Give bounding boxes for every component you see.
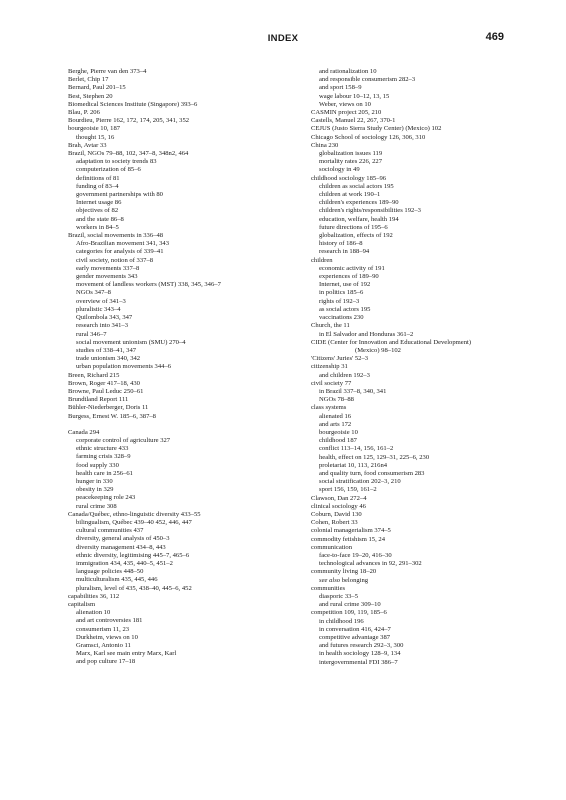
running-head-title: INDEX xyxy=(267,33,299,44)
index-subentry: and arts 172 xyxy=(319,420,352,428)
index-subentry: adaptation to society trends 83 xyxy=(76,158,157,166)
index-subentry: sport 156, 159, 161–2 xyxy=(319,486,377,494)
index-subentry: gender movements 343 xyxy=(76,273,138,281)
index-subentry: health care in 256–61 xyxy=(76,469,133,477)
index-subentry: peacekeeping role 243 xyxy=(76,494,136,502)
index-subentry: mortality rates 226, 227 xyxy=(319,158,382,166)
index-subentry: as social actors 195 xyxy=(319,305,371,313)
index-heading: competition 109, 119, 185–6 xyxy=(311,609,387,617)
index-subentry: movement of landless workers (MST) 338, 345, 346–7 xyxy=(76,281,221,289)
index-subentry: cultural communities 437 xyxy=(76,527,144,535)
index-subentry: diversity management 434–8, 443 xyxy=(76,543,166,551)
index-subentry: NGOs 78–88 xyxy=(319,396,354,404)
index-subentry: consumerism 11, 23 xyxy=(76,625,130,633)
index-heading: China 230 xyxy=(311,141,339,149)
index-subentry: alienation 10 xyxy=(76,609,111,617)
index-heading: Castells, Manuel 22, 267, 370-1 xyxy=(311,117,396,125)
index-heading: capabilities 36, 112 xyxy=(68,592,120,600)
index-subentry: pluralistic 343–4 xyxy=(76,305,121,313)
index-heading: CIDE (Center for Innovation and Educational Development) xyxy=(311,338,472,346)
index-subentry: and rural crime 309–10 xyxy=(319,601,381,609)
index-subentry: future directions of 195–6 xyxy=(319,223,388,231)
index-subentry: technological advances in 92, 291–302 xyxy=(319,560,422,568)
index-subentry: Durkheim, views on 10 xyxy=(76,633,138,641)
index-subentry: obesity in 329 xyxy=(76,486,114,494)
index-subentry: Weber, views on 10 xyxy=(319,100,371,108)
index-heading: Bourdieu, Pierre 162, 172, 174, 205, 341, 352 xyxy=(68,117,190,125)
index-subentry: and pop culture 17–18 xyxy=(76,658,136,666)
index-subentry: in health sociology 128–9, 134 xyxy=(319,650,401,658)
index-subentry: in politics 185–6 xyxy=(319,289,364,297)
index-heading: Cohen, Robert 33 xyxy=(311,519,358,527)
index-subentry: trade unionism 340, 342 xyxy=(76,355,141,363)
index-heading: Brazil, social movements in 336–48 xyxy=(68,232,164,240)
index-heading: bourgeoisie 10, 187 xyxy=(68,125,121,133)
index-subentry: history of 186–8 xyxy=(319,240,363,248)
index-subentry: immigration 434, 435, 440–5, 451–2 xyxy=(76,559,173,567)
index-heading: Berghe, Pierre van den 373–4 xyxy=(68,68,147,75)
index-subentry: objectives of 82 xyxy=(76,207,119,215)
index-heading: Brundtland Report 111 xyxy=(68,396,129,404)
index-subentry: vaccinations 230 xyxy=(319,314,364,322)
index-subentry: rural 346–7 xyxy=(76,330,107,338)
index-subentry: categories for analysis of 339–41 xyxy=(76,248,164,256)
index-subentry: children's rights/responsibilities 192–3 xyxy=(319,207,421,215)
index-subentry: ethnic structure 433 xyxy=(76,445,129,453)
index-heading: Clawson, Dan 272–4 xyxy=(311,494,367,502)
index-subentry: multiculturalism 435, 445, 446 xyxy=(76,576,158,584)
index-heading: colonial managerialism 374–5 xyxy=(311,527,391,535)
index-subentry: sociology in 49 xyxy=(319,166,360,174)
index-subentry: children at work 190–1 xyxy=(319,191,381,199)
index-heading: Brown, Roger 417–18, 430 xyxy=(68,379,140,387)
index-subentry: early movements 337–8 xyxy=(76,264,140,272)
index-subentry: and sport 158–9 xyxy=(319,84,362,92)
index-heading: Church, the 11 xyxy=(311,322,350,330)
index-column-right xyxy=(311,68,533,667)
index-subentry: rights of 192–3 xyxy=(319,297,360,305)
index-subentry: ethnic diversity, legitimising 445–7, 465–6 xyxy=(76,551,190,559)
index-subentry: rural crime 308 xyxy=(76,502,117,510)
index-heading: Berlet, Chip 17 xyxy=(68,76,109,84)
page-header xyxy=(0,30,566,46)
index-subentry: economic activity of 191 xyxy=(319,264,385,272)
index-subentry: NGOs 347–8 xyxy=(76,289,111,297)
index-subentry: definitions of 81 xyxy=(76,174,120,182)
index-subentry: and quality turn, food consumerism 283 xyxy=(319,469,425,477)
index-heading: Bernard, Paul 201–15 xyxy=(68,84,126,92)
index-subentry: conflict 113–14, 156, 161–2 xyxy=(319,445,394,453)
index-heading: Coburn, David 130 xyxy=(311,510,362,518)
index-heading: citizenship 31 xyxy=(311,363,348,371)
index-subentry: Afro-Brazilian movement 341, 343 xyxy=(76,240,170,248)
index-heading: capitalism xyxy=(68,601,96,608)
index-heading: Brazil, NGOs 79–88, 102, 347–8, 348n2, 464 xyxy=(68,150,189,158)
index-subentry: (Mexico) 98–102 xyxy=(355,346,401,354)
index-subentry: and children 192–3 xyxy=(319,371,370,379)
index-subentry: in conversation 416, 424–7 xyxy=(319,625,391,633)
index-subentry: Internet usage 86 xyxy=(76,199,122,207)
index-subentry: and art controversies 181 xyxy=(76,617,143,625)
index-heading: community living 18–20 xyxy=(311,568,377,576)
index-heading: Brah, Avtar 33 xyxy=(68,141,107,149)
index-subentry: education, welfare, health 194 xyxy=(319,215,399,223)
index-heading: CEJUS (Justo Sierra Study Center) (Mexico) 102 xyxy=(311,125,442,133)
index-subentry: Marx, Karl see main entry Marx, Karl xyxy=(76,650,177,658)
index-heading: Burgess, Ernest W. 185–6, 387–8 xyxy=(68,412,156,420)
index-heading: Breen, Richard 215 xyxy=(68,371,120,379)
index-subentry: language policies 448–50 xyxy=(76,568,144,576)
index-heading: communities xyxy=(311,584,346,592)
index-subentry: computerization of 85–6 xyxy=(76,166,141,174)
index-subentry: and the state 86–8 xyxy=(76,215,124,223)
index-subentry: health, effect on 125, 129–31, 225–6, 230 xyxy=(319,453,430,461)
index-subentry: diversity, general analysis of 450–3 xyxy=(76,535,170,543)
index-subentry: children's experiences 189–90 xyxy=(319,199,399,207)
index-subentry: globalization, effects of 192 xyxy=(319,232,393,240)
index-subentry: diasporic 33–5 xyxy=(319,593,359,600)
index-subentry: Gramsci, Antonio 11 xyxy=(76,642,131,650)
index-subentry: competitive advantage 387 xyxy=(319,634,391,642)
index-subentry: overview of 341–3 xyxy=(76,297,126,305)
index-heading: Chicago School of sociology 126, 306, 310 xyxy=(311,133,426,141)
index-heading: communication xyxy=(311,543,353,551)
index-subentry: corporate control of agriculture 327 xyxy=(76,436,171,444)
index-column-left xyxy=(68,68,290,667)
index-subentry: government partnerships with 80 xyxy=(76,191,163,199)
index-heading: children xyxy=(311,256,333,264)
index-heading: Browne, Paul Leduc 250–61 xyxy=(68,387,144,395)
index-subentry: experiences of 189–90 xyxy=(319,273,379,281)
index-heading: civil society 77 xyxy=(311,379,352,387)
index-heading: Bühler-Niederberger, Doris 11 xyxy=(68,404,149,412)
index-subentry: in Brazil 337–8, 340, 341 xyxy=(319,387,387,395)
index-heading: Canada 294 xyxy=(68,428,100,436)
index-heading: commodity fetishism 15, 24 xyxy=(311,535,385,543)
index-subentry: funding of 83–4 xyxy=(76,182,119,190)
index-subentry: and responsible consumerism 282–3 xyxy=(319,76,416,84)
index-subentry: children as social actors 195 xyxy=(319,182,394,190)
index-heading: Blau, P. 206 xyxy=(68,109,100,117)
index-subentry: Quilombola 343, 347 xyxy=(76,314,133,322)
index-subentry: bourgeoisie 10 xyxy=(319,428,358,436)
letter-group-gap xyxy=(68,421,290,429)
index-subentry: alienated 16 xyxy=(319,412,352,420)
index-subentry: childhood 187 xyxy=(319,437,357,445)
index-subentry: intergovernmental FDI 386–7 xyxy=(319,658,398,666)
index-subentry: wage labour 10–12, 13, 15 xyxy=(319,92,390,100)
index-subentry: thought 15, 16 xyxy=(76,133,115,141)
index-subentry: bilingualism, Québec 439–40 452, 446, 447 xyxy=(76,518,192,526)
index-subentry: workers in 84–5 xyxy=(76,223,119,231)
index-subentry: in childhood 196 xyxy=(319,617,364,625)
index-subentry: farming crisis 328–9 xyxy=(76,453,131,461)
index-subentry: proletariat 10, 113, 216n4 xyxy=(319,461,388,469)
index-subentry: food supply 330 xyxy=(76,461,119,469)
index-subentry: Internet, use of 192 xyxy=(319,281,371,289)
index-subentry: studies of 338–41, 347 xyxy=(76,346,137,354)
index-subentry: globalization issues 119 xyxy=(319,150,383,158)
page-number: 469 xyxy=(485,31,504,43)
index-heading: class systems xyxy=(311,404,347,412)
index-subentry: and futures research 292–3, 300 xyxy=(319,642,404,650)
index-heading: CASMIN project 205, 210 xyxy=(311,109,382,117)
index-subentry: research in 188–94 xyxy=(319,248,370,256)
index-subentry: social stratification 202–3, 210 xyxy=(319,478,401,486)
index-subentry: see also belonging xyxy=(319,576,369,584)
index-subentry: in El Salvador and Honduras 361–2 xyxy=(319,330,414,338)
index-heading: 'Citizens' Juries' 52–3 xyxy=(311,355,369,363)
index-subentry: and rationalization 10 xyxy=(319,68,377,75)
index-heading: Best, Stephen 20 xyxy=(68,92,113,100)
index-subentry: face-to-face 19–20, 416–30 xyxy=(319,551,392,559)
index-subentry: hunger in 330 xyxy=(76,477,113,485)
index-subentry: urban population movements 344–6 xyxy=(76,363,172,371)
index-heading: Biomedical Sciences Institute (Singapore) 393–6 xyxy=(68,100,198,108)
index-subentry: research into 341–3 xyxy=(76,322,128,330)
index-heading: clinical sociology 46 xyxy=(311,502,366,510)
index-subentry: social movement unionism (SMU) 270–4 xyxy=(76,338,186,346)
index-subentry: civil society, notion of 337–8 xyxy=(76,256,154,264)
index-heading: childhood sociology 185–96 xyxy=(311,174,387,182)
index-subentry: pluralism, level of 435, 438–40, 445–6, 452 xyxy=(76,584,192,592)
index-heading: Canada/Québec, ethno-linguistic diversity 433–55 xyxy=(68,510,201,518)
